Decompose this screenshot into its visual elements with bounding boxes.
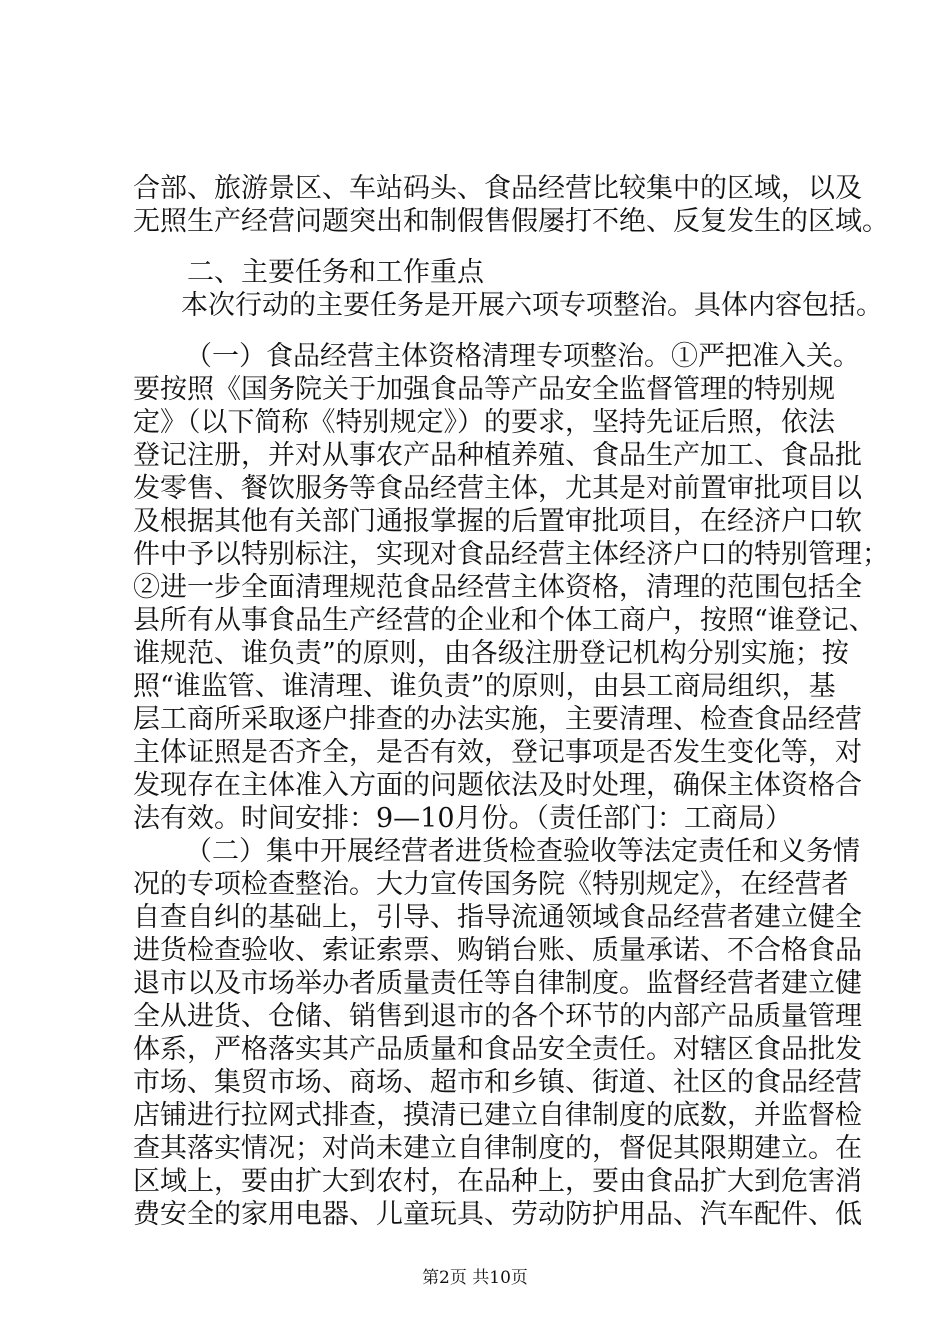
text-line: 区域上，要由扩大到农村，在品种上，要由食品扩大到危害消	[133, 1166, 862, 1197]
text-line: 县所有从事食品生产经营的企业和个体工商户，按照“谁登记、	[133, 605, 876, 636]
text-line: 层工商所采取逐户排查的办法实施，主要清理、检查食品经营	[133, 704, 862, 735]
text-line: 全从进货、仓储、销售到退市的各个环节的内部产品质量管理	[133, 1001, 862, 1032]
text-line: 要按照《国务院关于加强食品等产品安全监督管理的特别规	[133, 374, 835, 405]
text-line: 谁规范、谁负责”的原则，由各级注册登记机构分别实施；按	[133, 638, 849, 669]
text-line: 无照生产经营问题突出和制假售假屡打不绝、反复发生的区域。	[133, 206, 889, 237]
text-line: 及根据其他有关部门通报掌握的后置审批项目，在经济户口软	[133, 506, 862, 537]
text-line: 发现存在主体准入方面的问题依法及时处理，确保主体资格合	[133, 770, 862, 801]
text-line: 市场、集贸市场、商场、超市和乡镇、街道、社区的食品经营	[133, 1067, 862, 1098]
text-line: 店铺进行拉网式排查，摸清已建立自律制度的底数，并监督检	[133, 1100, 862, 1131]
text-line: 发零售、餐饮服务等食品经营主体，尤其是对前置审批项目以	[133, 473, 862, 504]
text-line: 况的专项检查整治。大力宣传国务院《特别规定》，在经营者	[133, 869, 849, 900]
text-line: 体系，严格落实其产品质量和食品安全责任。对辖区食品批发	[133, 1034, 862, 1065]
text-line: 本次行动的主要任务是开展六项专项整治。具体内容包括。	[181, 290, 883, 321]
text-line: （二）集中开展经营者进货检查验收等法定责任和义务情	[185, 836, 860, 867]
text-line: 主体证照是否齐全，是否有效，登记事项是否发生变化等，对	[133, 737, 862, 768]
text-line: 照“谁监管、谁清理、谁负责”的原则，由县工商局组织，基	[133, 671, 836, 702]
text-line: 费安全的家用电器、儿童玩具、劳动防护用品、汽车配件、低	[133, 1199, 862, 1230]
text-line: 退市以及市场举办者质量责任等自律制度。监督经营者建立健	[133, 968, 862, 999]
text-line: 查其落实情况；对尚未建立自律制度的，督促其限期建立。在	[133, 1133, 862, 1164]
text-line: 法有效。时间安排：9—10月份。（责任部门：工商局）	[133, 803, 793, 834]
section-heading: 二、主要任务和工作重点	[187, 257, 484, 288]
text-line: 定》（以下简称《特别规定》）的要求，坚持先证后照，依法	[133, 407, 835, 438]
page-number-footer: 第2页 共10页	[422, 1268, 528, 1288]
text-line: 自查自纠的基础上，引导、指导流通领域食品经营者建立健全	[133, 902, 862, 933]
text-line: 件中予以特别标注，实现对食品经营主体经济户口的特别管理；	[133, 539, 889, 570]
text-line: 登记注册，并对从事农产品种植养殖、食品生产加工、食品批	[133, 440, 862, 471]
text-line: ②进一步全面清理规范食品经营主体资格，清理的范围包括全	[133, 572, 862, 603]
text-line: 合部、旅游景区、车站码头、食品经营比较集中的区域，以及	[133, 173, 862, 204]
text-line: 进货检查验收、索证索票、购销台账、质量承诺、不合格食品	[133, 935, 862, 966]
text-line: （一）食品经营主体资格清理专项整治。①严把准入关。	[185, 341, 860, 372]
